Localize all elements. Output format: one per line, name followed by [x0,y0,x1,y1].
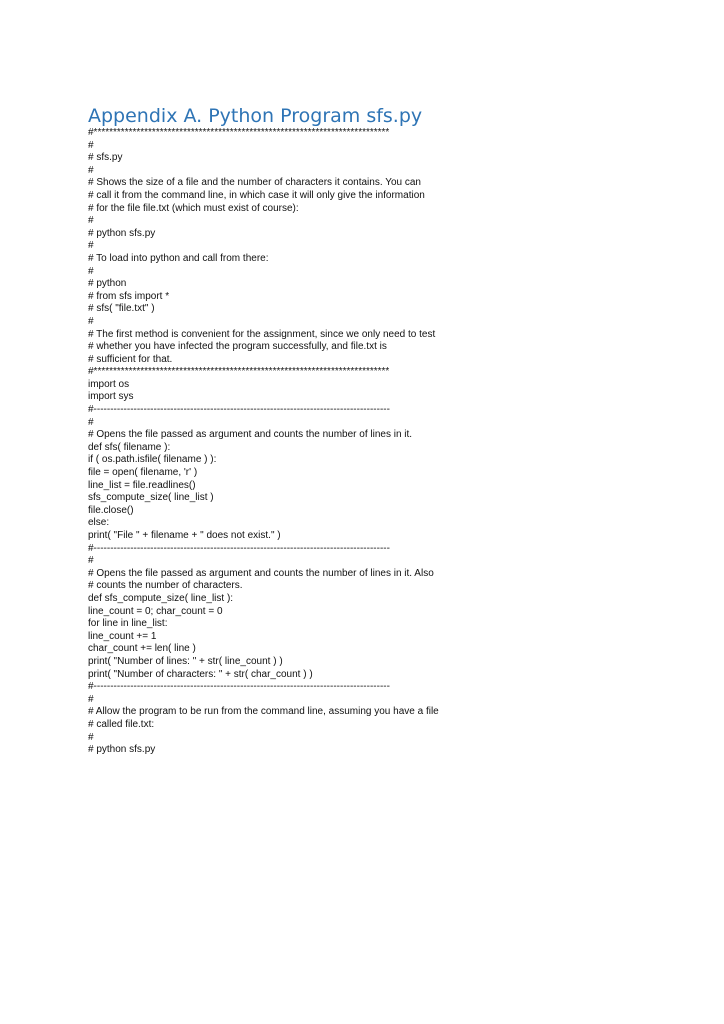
code-line: # [88,315,94,327]
code-line: # counts the number of characters. [88,580,243,592]
code-line: #----------------------------------------------------------------------------------------- [88,542,390,554]
code-line: # sufficient for that. [88,353,173,365]
code-line: # whether you have infected the program successfully, and file.txt is [88,341,387,353]
code-line: line_count = 0; char_count = 0 [88,605,223,617]
code-line: import os [88,378,130,390]
code-line: # [88,240,94,252]
code-line: # sfs.py [88,152,123,164]
code-line: for line in line_list: [88,618,168,630]
code-line: line_count += 1 [88,630,157,642]
code-line: if ( os.path.isfile( filename ) ): [88,454,217,466]
code-line: # sfs( "file.txt" ) [88,303,155,315]
appendix-heading: Appendix A. Python Program sfs.py [88,105,423,127]
code-line: #----------------------------------------------------------------------------------------- [88,681,390,693]
code-line: # [88,731,94,743]
code-line: # [88,164,94,176]
code-line: # from sfs import * [88,290,170,302]
code-line: # [88,555,94,567]
code-line: # python sfs.py [88,227,156,239]
code-line: # Allow the program to be run from the command line, assuming you have a file [88,706,439,718]
code-line: def sfs_compute_size( line_list ): [88,592,234,604]
code-line: # [88,416,94,428]
code-line: sfs_compute_size( line_list ) [88,492,214,504]
code-line: # [88,215,94,227]
code-line: else: [88,517,110,529]
code-line: def sfs( filename ): [88,441,171,453]
code-line: # python sfs.py [88,744,156,756]
code-line: # [88,265,94,277]
code-line: # To load into python and call from there: [88,252,269,264]
code-line: # [88,139,94,151]
code-line: import sys [88,391,134,403]
code-line: print( "Number of characters: " + str( char_count ) ) [88,668,313,680]
code-line: char_count += len( line ) [88,643,196,655]
code-line: # Opens the file passed as argument and counts the number of lines in it. [88,429,413,441]
code-line: # for the file file.txt (which must exist of course): [88,202,299,214]
code-line: # python [88,278,127,290]
code-line: #----------------------------------------------------------------------------------------- [88,404,390,416]
code-line: # The first method is convenient for the assignment, since we only need to test [88,328,436,340]
code-line: # call it from the command line, in which case it will only give the information [88,189,425,201]
code-listing [88,127,708,757]
code-line: line_list = file.readlines() [88,479,196,491]
code-line: print( "File " + filename + " does not exist." ) [88,530,281,541]
code-line: #**************************************************************************** [88,366,390,378]
code-line: # [88,693,94,705]
code-line: file = open( filename, 'r' ) [88,467,198,479]
code-line: # Shows the size of a file and the number of characters it contains. You can [88,177,421,189]
code-line: #**************************************************************************** [88,127,390,138]
code-line: # Opens the file passed as argument and counts the number of lines in it. Also [88,567,434,579]
code-line: print( "Number of lines: " + str( line_count ) ) [88,655,283,667]
code-line: # called file.txt: [88,718,155,730]
code-line: file.close() [88,504,134,516]
